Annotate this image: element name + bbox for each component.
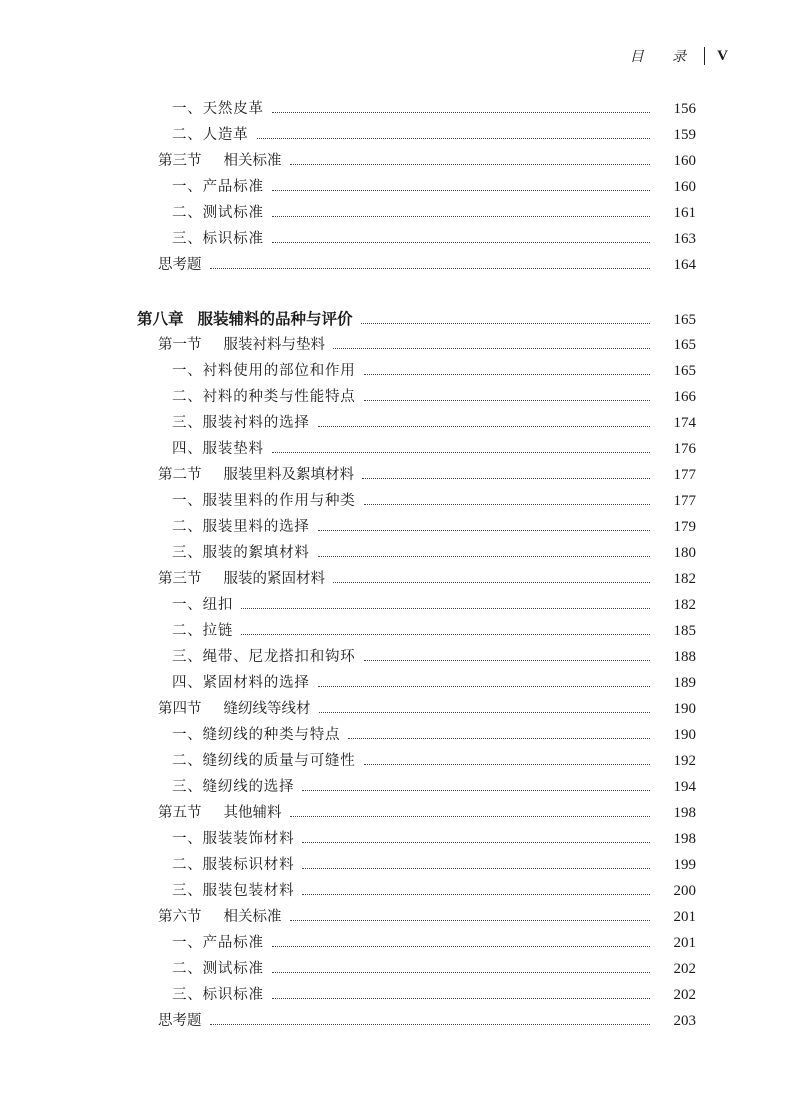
toc-entry-page-number: 156 [673, 101, 696, 117]
toc-entry-item[interactable] [0, 930, 790, 956]
toc-entry-section[interactable] [0, 462, 790, 488]
toc-entry-item[interactable] [0, 358, 790, 384]
dot-leader [333, 348, 650, 349]
toc-entry-page-number: 198 [673, 831, 696, 847]
dot-leader [364, 660, 650, 661]
toc-entry-item[interactable] [0, 774, 790, 800]
toc-entry-page-number: 192 [673, 753, 696, 769]
dot-leader [362, 478, 650, 479]
dot-leader [302, 790, 650, 791]
toc-entry-item[interactable] [0, 722, 790, 748]
dot-leader [241, 608, 650, 609]
toc-entry-page-number: 185 [673, 623, 696, 639]
toc-entry-page-number: 201 [673, 909, 696, 925]
toc-entry-page-number: 180 [673, 545, 696, 561]
dot-leader [272, 972, 650, 973]
toc-entry-item[interactable] [0, 174, 790, 200]
toc-entry-label: 一、衬料使用的部位和作用 [172, 363, 356, 379]
section-title: 其他辅料 [223, 805, 282, 821]
toc-entry-label: 二、服装标识材料 [172, 857, 295, 873]
toc-entry-page-number: 179 [673, 519, 696, 535]
section-number: 第六节 [158, 909, 202, 925]
toc-entry-label: 一、产品标准 [172, 179, 264, 195]
dot-leader [272, 998, 650, 999]
dot-leader [272, 190, 650, 191]
dot-leader [302, 894, 650, 895]
dot-leader [257, 138, 651, 139]
toc-entry-page-number: 161 [673, 205, 696, 221]
toc-entry-label: 三、标识标准 [172, 987, 264, 1003]
toc-entry-label: 二、衬料的种类与性能特点 [172, 389, 356, 405]
dot-leader [290, 164, 651, 165]
toc-entry-label [0, 566, 325, 592]
toc-entry-page-number: 165 [673, 337, 696, 353]
toc-entry-label [0, 462, 354, 488]
dot-leader [210, 268, 651, 269]
dot-leader [318, 530, 650, 531]
section-title: 服装的紧固材料 [223, 571, 325, 587]
dot-leader [333, 582, 650, 583]
section-title: 相关标准 [223, 909, 282, 925]
dot-leader [364, 764, 650, 765]
toc-entry-page-number: 202 [673, 961, 696, 977]
toc-entry-section[interactable] [0, 696, 790, 722]
toc-entry-page-number: 201 [673, 935, 696, 951]
toc-entry-label: 二、测试标准 [172, 961, 264, 977]
running-header-page-number: V [717, 47, 728, 64]
toc-entry-page-number: 199 [673, 857, 696, 873]
toc-entry-page-number: 177 [673, 493, 696, 509]
toc-entry-item[interactable] [0, 200, 790, 226]
dot-leader [319, 712, 651, 713]
dot-leader [272, 112, 650, 113]
section-number: 第三节 [158, 571, 202, 587]
dot-leader [290, 920, 651, 921]
toc-entry-page-number: 165 [673, 312, 696, 328]
toc-entry-section[interactable] [0, 148, 790, 174]
toc-entry-page-number: 163 [673, 231, 696, 247]
toc-entry-item[interactable] [0, 982, 790, 1008]
toc-entry-label: 一、天然皮革 [172, 101, 264, 117]
toc-entry-section[interactable] [0, 566, 790, 592]
toc-entry-page-number: 177 [673, 467, 696, 483]
dot-leader [210, 1024, 651, 1025]
toc-entry-page-number: 198 [673, 805, 696, 821]
toc-entry-label: 三、服装衬料的选择 [172, 415, 310, 431]
toc-entry-label: 二、服装里料的选择 [172, 519, 310, 535]
dot-leader [348, 738, 650, 739]
toc-entry-label: 三、服装包装材料 [172, 883, 295, 899]
toc-entry-item[interactable] [0, 878, 790, 904]
toc-entry-item[interactable] [0, 592, 790, 618]
toc-entry-item[interactable] [0, 956, 790, 982]
dot-leader [318, 426, 650, 427]
toc-entry-page-number: 202 [673, 987, 696, 1003]
dot-leader [290, 816, 651, 817]
toc-entry-section[interactable] [0, 332, 790, 358]
toc-entry-page-number: 194 [673, 779, 696, 795]
toc-entry-label: 二、拉链 [172, 623, 234, 639]
toc-entry-section[interactable] [0, 904, 790, 930]
toc-entry-item[interactable] [0, 540, 790, 566]
toc-entry-item[interactable] [0, 96, 790, 122]
toc-entry-chapter[interactable] [0, 306, 790, 332]
toc-entry-label: 思考题 [158, 257, 202, 273]
toc-entry-page-number: 165 [673, 363, 696, 379]
dot-leader [318, 686, 650, 687]
toc-entry-plain[interactable] [0, 1008, 790, 1034]
toc-entry-page-number: 164 [673, 257, 696, 273]
dot-leader [272, 452, 650, 453]
toc-entry-label: 二、测试标准 [172, 205, 264, 221]
toc-entry-label [0, 148, 282, 174]
toc-entry-plain[interactable] [0, 252, 790, 278]
toc-entry-page-number: 176 [673, 441, 696, 457]
toc-entry-page-number: 159 [673, 127, 696, 143]
toc-entry-label: 一、服装装饰材料 [172, 831, 295, 847]
toc-entry-item[interactable] [0, 226, 790, 252]
toc-entry-label: 二、缝纫线的质量与可缝性 [172, 753, 356, 769]
toc-entry-item[interactable] [0, 670, 790, 696]
toc-entry-item[interactable] [0, 852, 790, 878]
toc-entry-label: 三、服装的絮填材料 [172, 545, 310, 561]
dot-leader [302, 842, 650, 843]
toc-entry-label: 三、绳带、尼龙搭扣和钩环 [172, 649, 356, 665]
dot-leader [364, 400, 650, 401]
toc-entry-page-number: 174 [673, 415, 696, 431]
dot-leader [364, 504, 650, 505]
toc-entry-item[interactable] [0, 618, 790, 644]
toc-entry-label: 三、标识标准 [172, 231, 264, 247]
section-number: 第四节 [158, 701, 202, 717]
running-header-title: 目 录 [629, 49, 699, 65]
toc-entry-section[interactable] [0, 800, 790, 826]
toc-entry-page-number: 160 [673, 153, 696, 169]
chapter-title: 服装辅料的品种与评价 [197, 309, 353, 328]
section-number: 第二节 [158, 467, 202, 483]
toc-entry-label: 一、纽扣 [172, 597, 234, 613]
dot-leader [272, 216, 650, 217]
toc-entry-page-number: 189 [673, 675, 696, 691]
section-title: 服装里料及絮填材料 [223, 467, 354, 483]
section-number: 第一节 [158, 337, 202, 353]
toc-entry-page-number: 166 [673, 389, 696, 405]
toc-entry-item[interactable] [0, 488, 790, 514]
section-number: 第五节 [158, 805, 202, 821]
toc-entry-label [0, 800, 282, 826]
section-title: 服装衬料与垫料 [223, 337, 325, 353]
toc-entry-label [0, 306, 353, 332]
toc-entry-label: 思考题 [158, 1013, 202, 1029]
toc-entry-page-number: 190 [673, 701, 696, 717]
toc-entry-label [0, 332, 325, 358]
toc-entry-item[interactable] [0, 436, 790, 462]
toc-entry-item[interactable] [0, 122, 790, 148]
section-number: 第三节 [158, 153, 202, 169]
section-title: 缝纫线等线材 [223, 701, 311, 717]
toc-entry-page-number: 200 [673, 883, 696, 899]
toc-entry-label: 四、服装垫料 [172, 441, 264, 457]
toc-entry-item[interactable] [0, 644, 790, 670]
toc-entry-page-number: 188 [673, 649, 696, 665]
toc-entry-item[interactable] [0, 748, 790, 774]
section-title: 相关标准 [223, 153, 282, 169]
toc-entry-page-number: 190 [673, 727, 696, 743]
toc-entry-page-number: 182 [673, 597, 696, 613]
toc-entry-label: 一、缝纫线的种类与特点 [172, 727, 341, 743]
toc-entry-label: 一、产品标准 [172, 935, 264, 951]
toc-entry-page-number: 182 [673, 571, 696, 587]
toc-entry-item[interactable] [0, 384, 790, 410]
toc-entry-item[interactable] [0, 410, 790, 436]
toc-entry-label [0, 904, 282, 930]
dot-leader [272, 242, 650, 243]
toc-entry-label: 一、服装里料的作用与种类 [172, 493, 356, 509]
toc-entry-label: 二、人造革 [172, 127, 249, 143]
running-header-divider [704, 47, 705, 65]
toc-entry-label: 三、缝纫线的选择 [172, 779, 295, 795]
dot-leader [272, 946, 650, 947]
toc-entry-page-number: 160 [673, 179, 696, 195]
dot-leader [364, 374, 650, 375]
dot-leader [241, 634, 650, 635]
toc-entry-label [0, 696, 311, 722]
toc-entry-item[interactable] [0, 514, 790, 540]
toc-entry-item[interactable] [0, 826, 790, 852]
toc-entry-label: 四、紧固材料的选择 [172, 675, 310, 691]
dot-leader [318, 556, 650, 557]
running-header [630, 46, 728, 66]
dot-leader [361, 323, 650, 324]
chapter-number: 第八章 [137, 309, 184, 328]
dot-leader [302, 868, 650, 869]
toc-entry-page-number: 203 [673, 1013, 696, 1029]
